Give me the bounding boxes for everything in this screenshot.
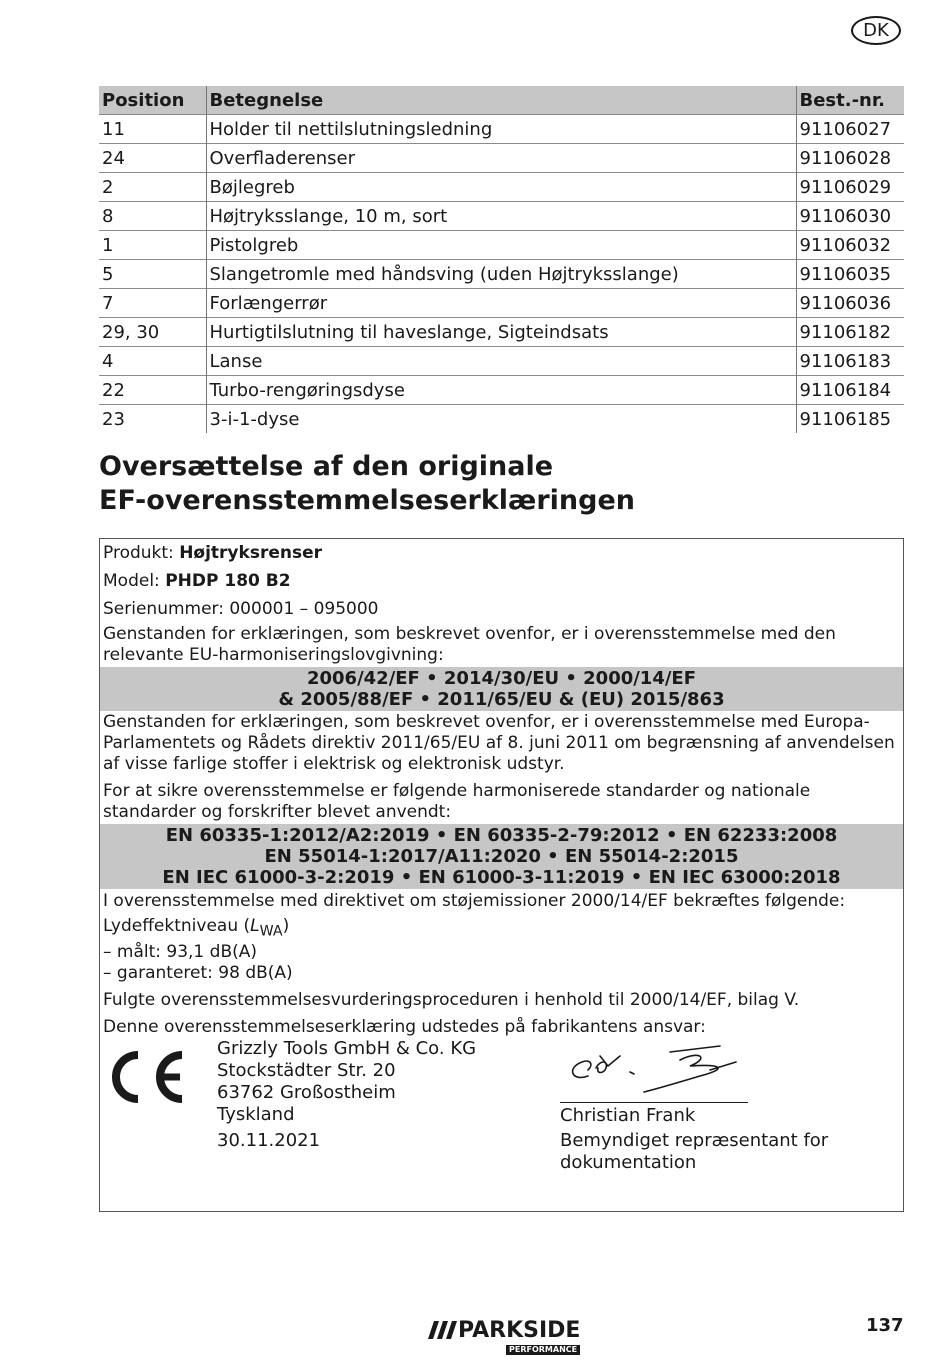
sound-label: Lydeffektniveau ( <box>103 916 251 936</box>
product-label: Produkt: <box>103 543 180 563</box>
table-row <box>99 115 904 144</box>
cell-order-number: 91106032 <box>796 231 904 260</box>
sound-power-label <box>100 916 903 942</box>
page-number: 137 <box>866 1315 904 1336</box>
cell-order-number: 91106029 <box>796 173 904 202</box>
responsibility-text: Denne overensstemmelseserklæring udstedes på fabrikantens ansvar: <box>103 1017 706 1038</box>
model-label: Model: <box>103 571 166 591</box>
table-row <box>99 347 904 376</box>
cell-designation: Højtryksslange, 10 m, sort <box>206 202 796 231</box>
serial-number: Serienummer: 000001 – 095000 <box>103 599 379 619</box>
directives-band <box>100 667 903 711</box>
cell-order-number: 91106035 <box>796 260 904 289</box>
cell-position: 8 <box>99 202 206 231</box>
table-row <box>99 260 904 289</box>
language-badge: DK <box>851 16 901 45</box>
cell-designation: Hurtigtilslutning til haveslange, Sigteindsats <box>206 318 796 347</box>
cell-designation: Holder til nettilslutningsledning <box>206 115 796 144</box>
cell-order-number: 91106036 <box>796 289 904 318</box>
cell-position: 11 <box>99 115 206 144</box>
cell-position: 1 <box>99 231 206 260</box>
cell-designation: Bøjlegreb <box>206 173 796 202</box>
signature-line <box>560 1102 748 1103</box>
standards-line-1: EN 60335-1:2012/A2:2019 • EN 60335-2-79:2012 • EN 62233:2008 <box>165 825 838 846</box>
table-header-row <box>99 86 904 115</box>
cell-position: 5 <box>99 260 206 289</box>
standards-line-3: EN IEC 61000-3-2:2019 • EN 61000-3-11:2019 • EN IEC 63000:2018 <box>162 867 841 888</box>
cell-designation: 3-i-1-dyse <box>206 405 796 434</box>
cell-order-number: 91106184 <box>796 376 904 405</box>
cell-position: 24 <box>99 144 206 173</box>
conformity-text: Genstanden for erklæringen, som beskrevet ovenfor, er i overensstemmelse med den relevante EU-harmoniseringslovgivning: <box>103 624 836 665</box>
signatory-name: Christian Frank <box>560 1105 696 1127</box>
cell-order-number: 91106027 <box>796 115 904 144</box>
cell-order-number: 91106183 <box>796 347 904 376</box>
sound-close: ) <box>282 916 290 936</box>
manufacturer-country: Tyskland <box>217 1104 295 1126</box>
cell-order-number: 91106182 <box>796 318 904 347</box>
brand-wordmark <box>428 1318 590 1344</box>
cell-designation: Forlængerrør <box>206 289 796 318</box>
rohs-text: Genstanden for erklæringen, som beskrevet ovenfor, er i overensstemmelse med Europa-Parlamentets og Rådets direktiv 2011/65/EU af 8. juni 2011 om begrænsning af anvendelsen af visse farlige stoffer i elektrisk og elektronisk udstyr. <box>103 712 895 774</box>
signature-block <box>560 1038 900 1174</box>
heading-line-1: Oversættelse af den originale <box>99 451 554 482</box>
noise-intro: I overensstemmelse med direktivet om støjemissioner 2000/14/EF bekræftes følgende: <box>103 891 846 911</box>
model-line <box>100 569 903 593</box>
standards-intro: For at sikre overensstemmelse er følgende harmoniserede standarder og nationale standarder og forskrifter blevet anvendt: <box>103 781 811 822</box>
cell-designation: Turbo-rengøringsdyse <box>206 376 796 405</box>
table-row <box>99 376 904 405</box>
cell-order-number: 91106185 <box>796 405 904 434</box>
cell-order-number: 91106030 <box>796 202 904 231</box>
brand-sub: PERFORMANCE <box>506 1345 580 1355</box>
cell-position: 4 <box>99 347 206 376</box>
signature-section <box>100 1038 903 1188</box>
sound-subscript: WA <box>259 923 283 940</box>
cell-position: 2 <box>99 173 206 202</box>
parkside-logo <box>428 1318 590 1360</box>
sound-symbol: L <box>250 916 260 936</box>
standards-band <box>100 824 903 889</box>
cell-designation: Overfladerenser <box>206 144 796 173</box>
declaration-box <box>99 538 904 1212</box>
directives-line-1: 2006/42/EF • 2014/30/EU • 2000/14/EF <box>306 668 697 689</box>
heading-line-2: EF-overensstemmelseserklæringen <box>99 485 636 516</box>
procedure-text: Fulgte overensstemmelsesvurderingsproceduren i henhold til 2000/14/EF, bilag V. <box>103 990 800 1011</box>
manufacturer-name: Grizzly Tools GmbH & Co. KG <box>217 1038 477 1060</box>
manufacturer-address <box>217 1038 476 1152</box>
table-row <box>99 231 904 260</box>
table-row <box>99 173 904 202</box>
cell-position: 23 <box>99 405 206 434</box>
cell-designation: Slangetromle med håndsving (uden Højtryksslange) <box>206 260 796 289</box>
cell-designation: Lanse <box>206 347 796 376</box>
column-header-order-number: Best.-nr. <box>796 86 904 115</box>
declaration-heading <box>99 450 899 518</box>
brand-name: PARKSIDE <box>458 1318 581 1343</box>
cell-order-number: 91106028 <box>796 144 904 173</box>
table-row <box>99 289 904 318</box>
manufacturer-city: 63762 Großostheim <box>217 1082 396 1104</box>
signatory-role: Bemyndiget repræsentant for dokumentation <box>560 1130 829 1174</box>
cell-position: 7 <box>99 289 206 318</box>
ce-mark-icon <box>102 1048 186 1106</box>
model-value: PHDP 180 B2 <box>165 571 291 591</box>
handwritten-signature-icon <box>560 1038 760 1098</box>
table-row <box>99 405 904 434</box>
brand-stripes-icon <box>428 1321 458 1339</box>
column-header-designation: Betegnelse <box>206 86 796 115</box>
table-row <box>99 318 904 347</box>
measured-level: – målt: 93,1 dB(A) <box>103 942 258 963</box>
column-header-position: Position <box>99 86 206 115</box>
product-line <box>100 541 903 565</box>
product-value: Højtryksrenser <box>179 543 322 563</box>
cell-position: 29, 30 <box>99 318 206 347</box>
manufacturer-street: Stockstädter Str. 20 <box>217 1060 396 1082</box>
cell-position: 22 <box>99 376 206 405</box>
table-row <box>99 202 904 231</box>
table-row <box>99 144 904 173</box>
cell-designation: Pistolgreb <box>206 231 796 260</box>
guaranteed-level: – garanteret: 98 dB(A) <box>103 963 293 984</box>
directives-line-2: & 2005/88/EF • 2011/65/EU & (EU) 2015/863 <box>278 689 725 710</box>
standards-line-2: EN 55014-1:2017/A11:2020 • EN 55014-2:2015 <box>264 846 739 867</box>
declaration-date: 30.11.2021 <box>217 1130 321 1152</box>
spare-parts-table <box>99 86 904 433</box>
